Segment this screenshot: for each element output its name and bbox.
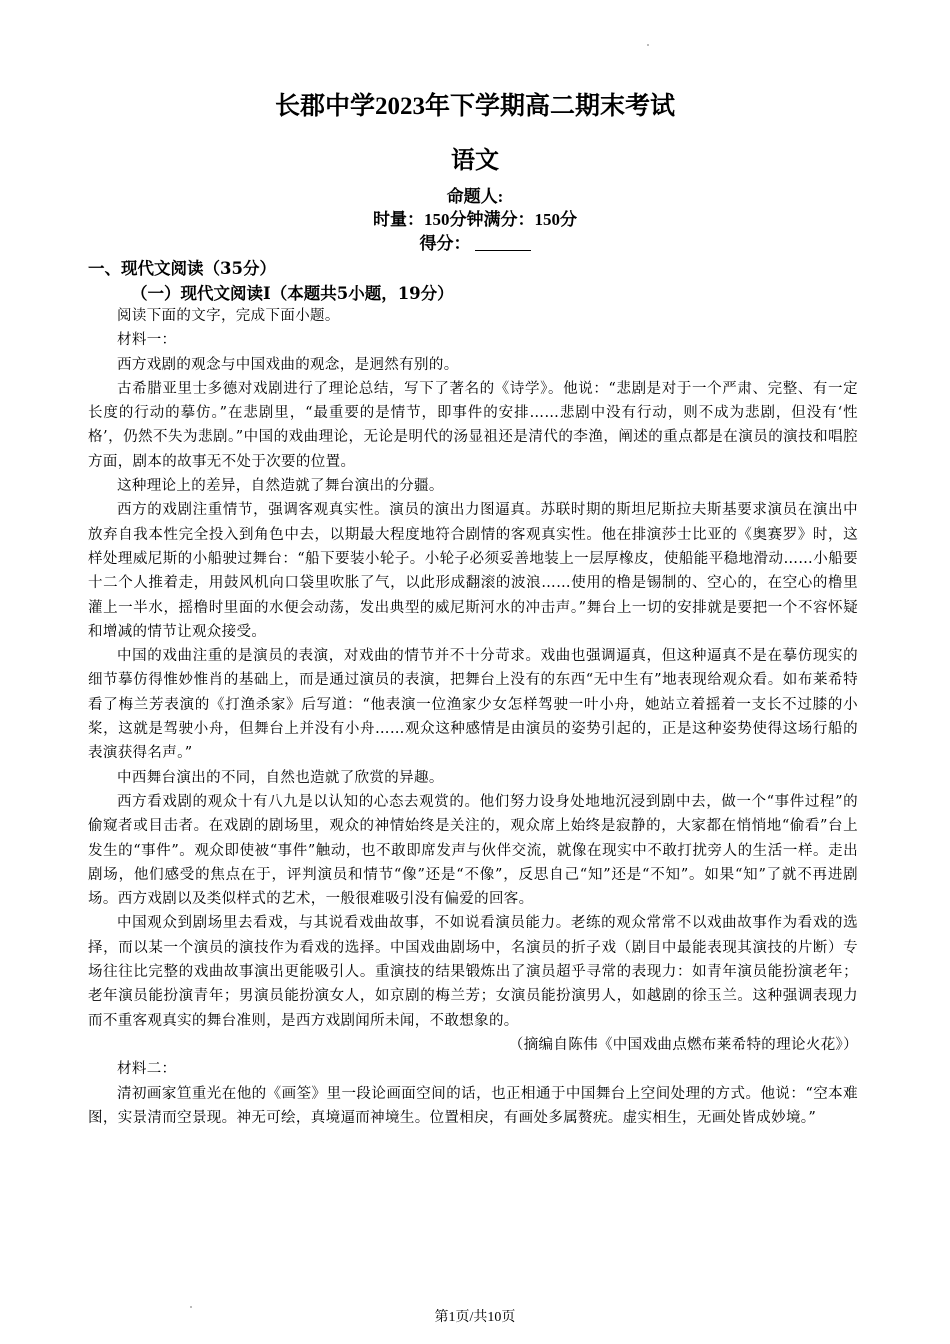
exam-title: 长郡中学2023年下学期高二期末考试 (274, 93, 675, 120)
paragraph: 中国观众到剧场里去看戏，与其说看戏曲故事，不如说看演员能力。老练的观众常常不以戏曲故事作为看戏的选择，而以某一个演员的演技作为看戏的选择。中国戏曲剧场中，名演员的折子戏（剧目中最能表现其演技的片断）专场往往比完整的戏曲故事演出更能吸引人。重演技的结果锻炼出了演员超乎寻常的表现力：如青年演员能扮演老年；老年演员能扮演青年；男演员能扮演女人，如京剧的梅兰芳；女演员能扮演男人，如越剧的徐玉兰。这种强调表现力而不重客观真实的舞台准则，是西方戏剧闻所未闻，不敢想象的。 (88, 915, 858, 1029)
reading-material (88, 304, 858, 1130)
paragraph: 中西舞台演出的不同，自然也造就了欣赏的异趣。 (117, 769, 444, 786)
source-citation: （摘编自陈伟《中国戏曲点燃布莱希特的理论火花》） (508, 1036, 858, 1053)
scan-dot (647, 44, 649, 46)
subject-title: 语文 (451, 148, 499, 174)
paragraph: 西方戏剧的观念与中国戏曲的观念，是迥然有别的。 (117, 356, 459, 373)
material-label: 材料二： (117, 1061, 177, 1078)
paragraph: 这种理论上的差异，自然造就了舞台演出的分疆。 (117, 478, 444, 495)
time-score-line: 时量：150分钟满分：150分 (373, 210, 577, 229)
instruction: 阅读下面的文字，完成下面小题。 (117, 308, 340, 324)
subsection-heading: （一）现代文阅读Ⅰ（本题共5小题，19分） (131, 284, 454, 303)
paragraph: 西方的戏剧注重情节，强调客观真实性。演员的演出力图逼真。苏联时期的斯坦尼斯拉夫斯基要求演员在演出中放弃自我本性完全投入到角色中去，以期最大程度地符合剧情的客观真实性。他在排演莎士比亚的《奥赛罗》时，这样处理威尼斯的小船驶过舞台：“船下要装小轮子。小轮子必须妥善地装上一层厚橡皮，使船能平稳地滑动……小船要十二个人推着走，用鼓风机向口袋里吹胀了气，以此形成翻滚的波浪……使用的橹是锡制的、空心的，在空心的橹里灌上一半水，摇橹时里面的水便会动荡，发出典型的威尼斯河水的冲击声。”舞台上一切的安排就是要把一个不容怀疑和增减的情节让观众接受。 (88, 502, 858, 640)
section-heading: 一、现代文阅读（35分） (88, 259, 276, 278)
author-line: 命题人: (446, 187, 504, 206)
score-blank (475, 234, 531, 251)
paragraph: 古希腊亚里士多德对戏剧进行了理论总结，写下了著名的《诗学》。他说：“悲剧是对于一个严肃、完整、有一定长度的行动的摹仿。”在悲剧里，“最重要的是情节，即事件的安排……悲剧中没有行动，则不成为悲剧，但没有‘性格’，仍然不失为悲剧。”中国的戏曲理论，无论是明代的汤显祖还是清代的李渔，阐述的重点都是在演员的演技和唱腔方面，剧本的故事无不处于次要的位置。 (88, 380, 858, 470)
material-label: 材料一： (117, 332, 177, 349)
paragraph: 中国的戏曲注重的是演员的表演，对戏曲的情节并不十分苛求。戏曲也强调逼真，但这种逼真不是在摹仿现实的细节摹仿得惟妙惟肖的基础上，而是通过演员的表演，把舞台上没有的东西“无中生有”地表现给观众看。如布莱希特看了梅兰芳表演的《打渔杀家》后写道：“他表演一位渔家少女怎样驾驶一叶小舟，她站立着摇着一支长不过膝的小桨，这就是驾驶小舟，但舞台上并没有小舟……观众这种感情是由演员的姿势引起的，正是这种姿势使得这场行船的表演获得名声。” (88, 648, 858, 762)
score-line (0, 229, 950, 254)
paragraph: 清初画家笪重光在他的《画筌》里一段论画面空间的话，也正相通于中国舞台上空间处理的方式。他说：“空本难图，实景清而空景现。神无可绘，真境逼而神境生。位置相戾，有画处多属赘疣。虚实相生，无画处皆成妙境。” (88, 1085, 858, 1126)
score-label: 得分： (419, 234, 471, 253)
paragraph: 西方看戏剧的观众十有八九是以认知的心态去观赏的。他们努力设身处地地沉浸到剧中去，做一个“事件过程”的偷窥者或目击者。在戏剧的剧场里，观众的神情始终是关注的，观众席上始终是寂静的，大家都在悄悄地“偷看”台上发生的“事件”。观众即使被“事件”触动，也不敢即席发声与伙伴交流，就像在现实中不敢打扰旁人的生活一样。走出剧场，他们感受的焦点在于，评判演员和情节“像”还是“不像”，反思自己“知”还是“不知”。如果“知”了就不再进剧场。西方戏剧以及类似样式的艺术，一般很难吸引没有偏爱的回客。 (88, 793, 858, 908)
page-number: 第1页/共10页 (434, 1310, 516, 1325)
